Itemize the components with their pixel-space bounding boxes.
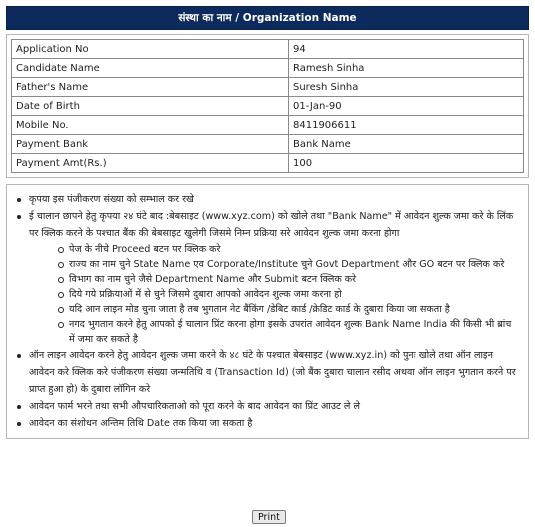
instructions-panel: [6, 184, 529, 439]
application-no-value: 94: [289, 40, 524, 59]
instruction-text: ई चालान छापने हेतु कृपया २४ घंटे बाद :बेबसाइट (www.xyz.com) को खोले तथा "Bank Name" में आवेदन शुल्क जमा करे के लिंक पर क्लिक करने के पश्चात बैंक की बेबसाइट खुलेगी जिसमे निम्न प्रक्रिया सरे आवेदन शुल्क जमा करना होगा: [29, 211, 514, 239]
fathers-name-label: Father's Name: [12, 78, 289, 97]
table-row: [12, 135, 524, 154]
table-row: [12, 78, 524, 97]
instruction-subitem: पेज के नीचे Proceed बटन पर क्लिक करे: [57, 242, 520, 257]
table-row: [12, 40, 524, 59]
instruction-subitem: नगद भुगतान करने हेतु आपको ई चालान प्रिंट करना होगा इसके उपरांत आवेदन शुल्क Bank Name India की किसी भी ब्रांच में जमा कर सकते है: [57, 317, 520, 347]
instruction-subitem: यदि आन लाइन मोड चुना जाता है तब भुगतान नेट बैंकिंग /डेबिट कार्ड /क्रेडिट कार्ड के दुबारा किया जा सकता है: [57, 302, 520, 317]
payment-amount-label: Payment Amt(Rs.): [12, 154, 289, 173]
instruction-sublist: [29, 242, 520, 347]
candidate-name-value: Ramesh Sinha: [289, 59, 524, 78]
table-row: [12, 97, 524, 116]
instruction-subitem: विभाग का नाम चुने जैसे Department Name और Submit बटन क्लिक करे: [57, 272, 520, 287]
table-row: [12, 59, 524, 78]
payment-bank-value: Bank Name: [289, 135, 524, 154]
table-row: [12, 154, 524, 173]
details-panel: [6, 34, 529, 178]
payment-amount-value: 100: [289, 154, 524, 173]
page-container: [6, 6, 529, 439]
fathers-name-value: Suresh Sinha: [289, 78, 524, 97]
details-table: [11, 39, 524, 173]
date-of-birth-label: Date of Birth: [12, 97, 289, 116]
date-of-birth-value: 01-Jan-90: [289, 97, 524, 116]
instruction-item: कृपया इस पंजीकरण संख्या को सम्भाल कर रखे: [13, 191, 520, 208]
instruction-item: आवेदन का संशोधन अन्तिम तिथि Date तक किया जा सकता है: [13, 415, 520, 432]
instructions-list: [13, 191, 520, 432]
page-title: संस्था का नाम / Organization Name: [6, 6, 529, 30]
mobile-no-value: 8411906611: [289, 116, 524, 135]
mobile-no-label: Mobile No.: [12, 116, 289, 135]
instruction-subitem: दिये गये प्रक्रियाओं में से चुने जिसमे दुबारा आपको आवेदन शुल्क जमा करना हो: [57, 287, 520, 302]
instruction-item: [13, 208, 520, 347]
candidate-name-label: Candidate Name: [12, 59, 289, 78]
table-row: [12, 116, 524, 135]
print-button[interactable]: Print: [252, 510, 286, 524]
instruction-item: ऑन लाइन आवेदन करने हेतु आवेदन शुल्क जमा करने के ४८ घंटे के पश्चात बेबसाइट (www.xyz.in) को पुनः खोले तथा ऑन लाइन आवेदन करे क्लिक करे पंजीकरण संख्या जन्मतिथि व (Transaction Id) (जो बैंक दुबारा चालान रसीद अथवा ऑन लाइन भुगतान करने पर प्राप्त हुआ हो) के दुबारा लॉगिन करे: [13, 347, 520, 398]
instruction-item: आवेदन फार्म भरने तथा सभी औपचारिकताओ को पूरा करने के बाद आवेदन का प्रिंट आउट ले ले: [13, 398, 520, 415]
payment-bank-label: Payment Bank: [12, 135, 289, 154]
instruction-subitem: राज्य का नाम चुने State Name एव Corporate/Institute चुने Govt Department और GO बटन पर क्लिक करे: [57, 257, 520, 272]
application-no-label: Application No: [12, 40, 289, 59]
